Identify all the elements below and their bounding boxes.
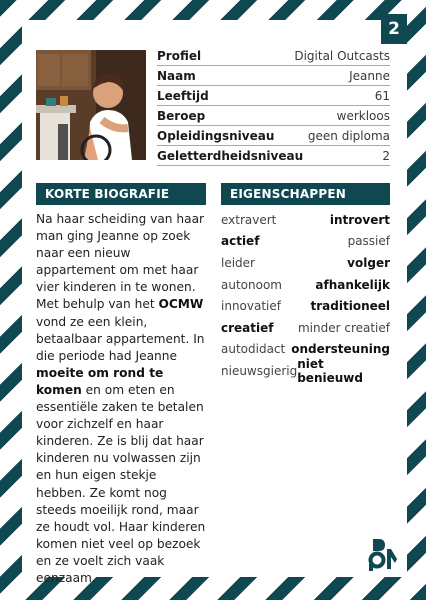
card-number-badge: 2 [381,14,407,44]
trait-left: nieuwsgierig [221,363,298,378]
bio-text [36,211,208,587]
trait-row [221,209,390,231]
profile-row [157,146,390,166]
trait-row [221,356,390,385]
trait-row [221,274,390,296]
trait-left: extravert [221,212,277,227]
traits-list [221,209,390,385]
portrait-photo [36,50,146,160]
profile-key: Opleidingsniveau [157,128,275,143]
bio-highlight: OCMW [158,297,204,312]
profile-value: werkloos [336,108,390,123]
profile-row [157,126,390,146]
profile-row [157,106,390,126]
bio-text-part: en om eten en essentiële zaken te betalen voor zichzelf en haar kinderen. Ze is blij dat haar kinderen nu volwassen zijn en hun eigen stekje hebben. Ze komt nog steeds moeilijk rond, maar ze houdt vol. Haar kinderen komen niet veel op bezoek en ze voelt zich vaak eenzaam. [36,382,206,585]
profile-value: 2 [382,148,390,163]
profile-key: Beroep [157,108,206,123]
profile-row [157,86,390,106]
trait-right: volger [347,255,390,270]
trait-right: afhankelijk [315,277,390,292]
profile-key: Profiel [157,48,202,63]
trait-left: actief [221,234,260,249]
trait-right: niet benieuwd [297,356,363,385]
profile-value: Jeanne [349,68,390,83]
trait-left: creatief [221,320,274,335]
trait-row [221,317,390,339]
traits-heading: EIGENSCHAPPEN [221,183,390,205]
trait-left: leider [221,255,255,270]
trait-right: ondersteuning [291,342,390,357]
trait-right: passief [347,234,390,249]
trait-left: innovatief [221,299,281,314]
trait-row [221,231,390,253]
profile-key: Geletterdheidsniveau [157,148,304,163]
bio-text-part: Na haar scheiding van haar man ging Jeanne op zoek naar een nieuw appartement om met haar vier kinderen in te wonen. Met behulp van het [36,212,205,312]
trait-left: autodidact [221,342,286,357]
profile-row [157,66,390,86]
profile-row [157,46,390,66]
bio-text-part: vond ze een klein, betaalbaar appartement. In die periode had Jeanne [36,314,205,363]
profile-key: Leeftijd [157,88,209,103]
trait-left: autonoom [221,277,282,292]
trait-row [221,252,390,274]
bio-heading: KORTE BIOGRAFIE [36,183,206,205]
trait-right: introvert [329,212,390,227]
bio-highlight: moeite om rond te komen [36,365,164,397]
profile-value: Digital Outcasts [294,48,390,63]
profile-table [157,46,390,166]
trait-row [221,295,390,317]
profile-key: Naam [157,68,196,83]
trait-right: traditioneel [310,299,390,314]
profile-value: 61 [374,88,390,103]
trait-right: minder creatief [297,320,390,335]
profile-value: geen diploma [307,128,390,143]
dm-logo-icon [367,535,399,571]
